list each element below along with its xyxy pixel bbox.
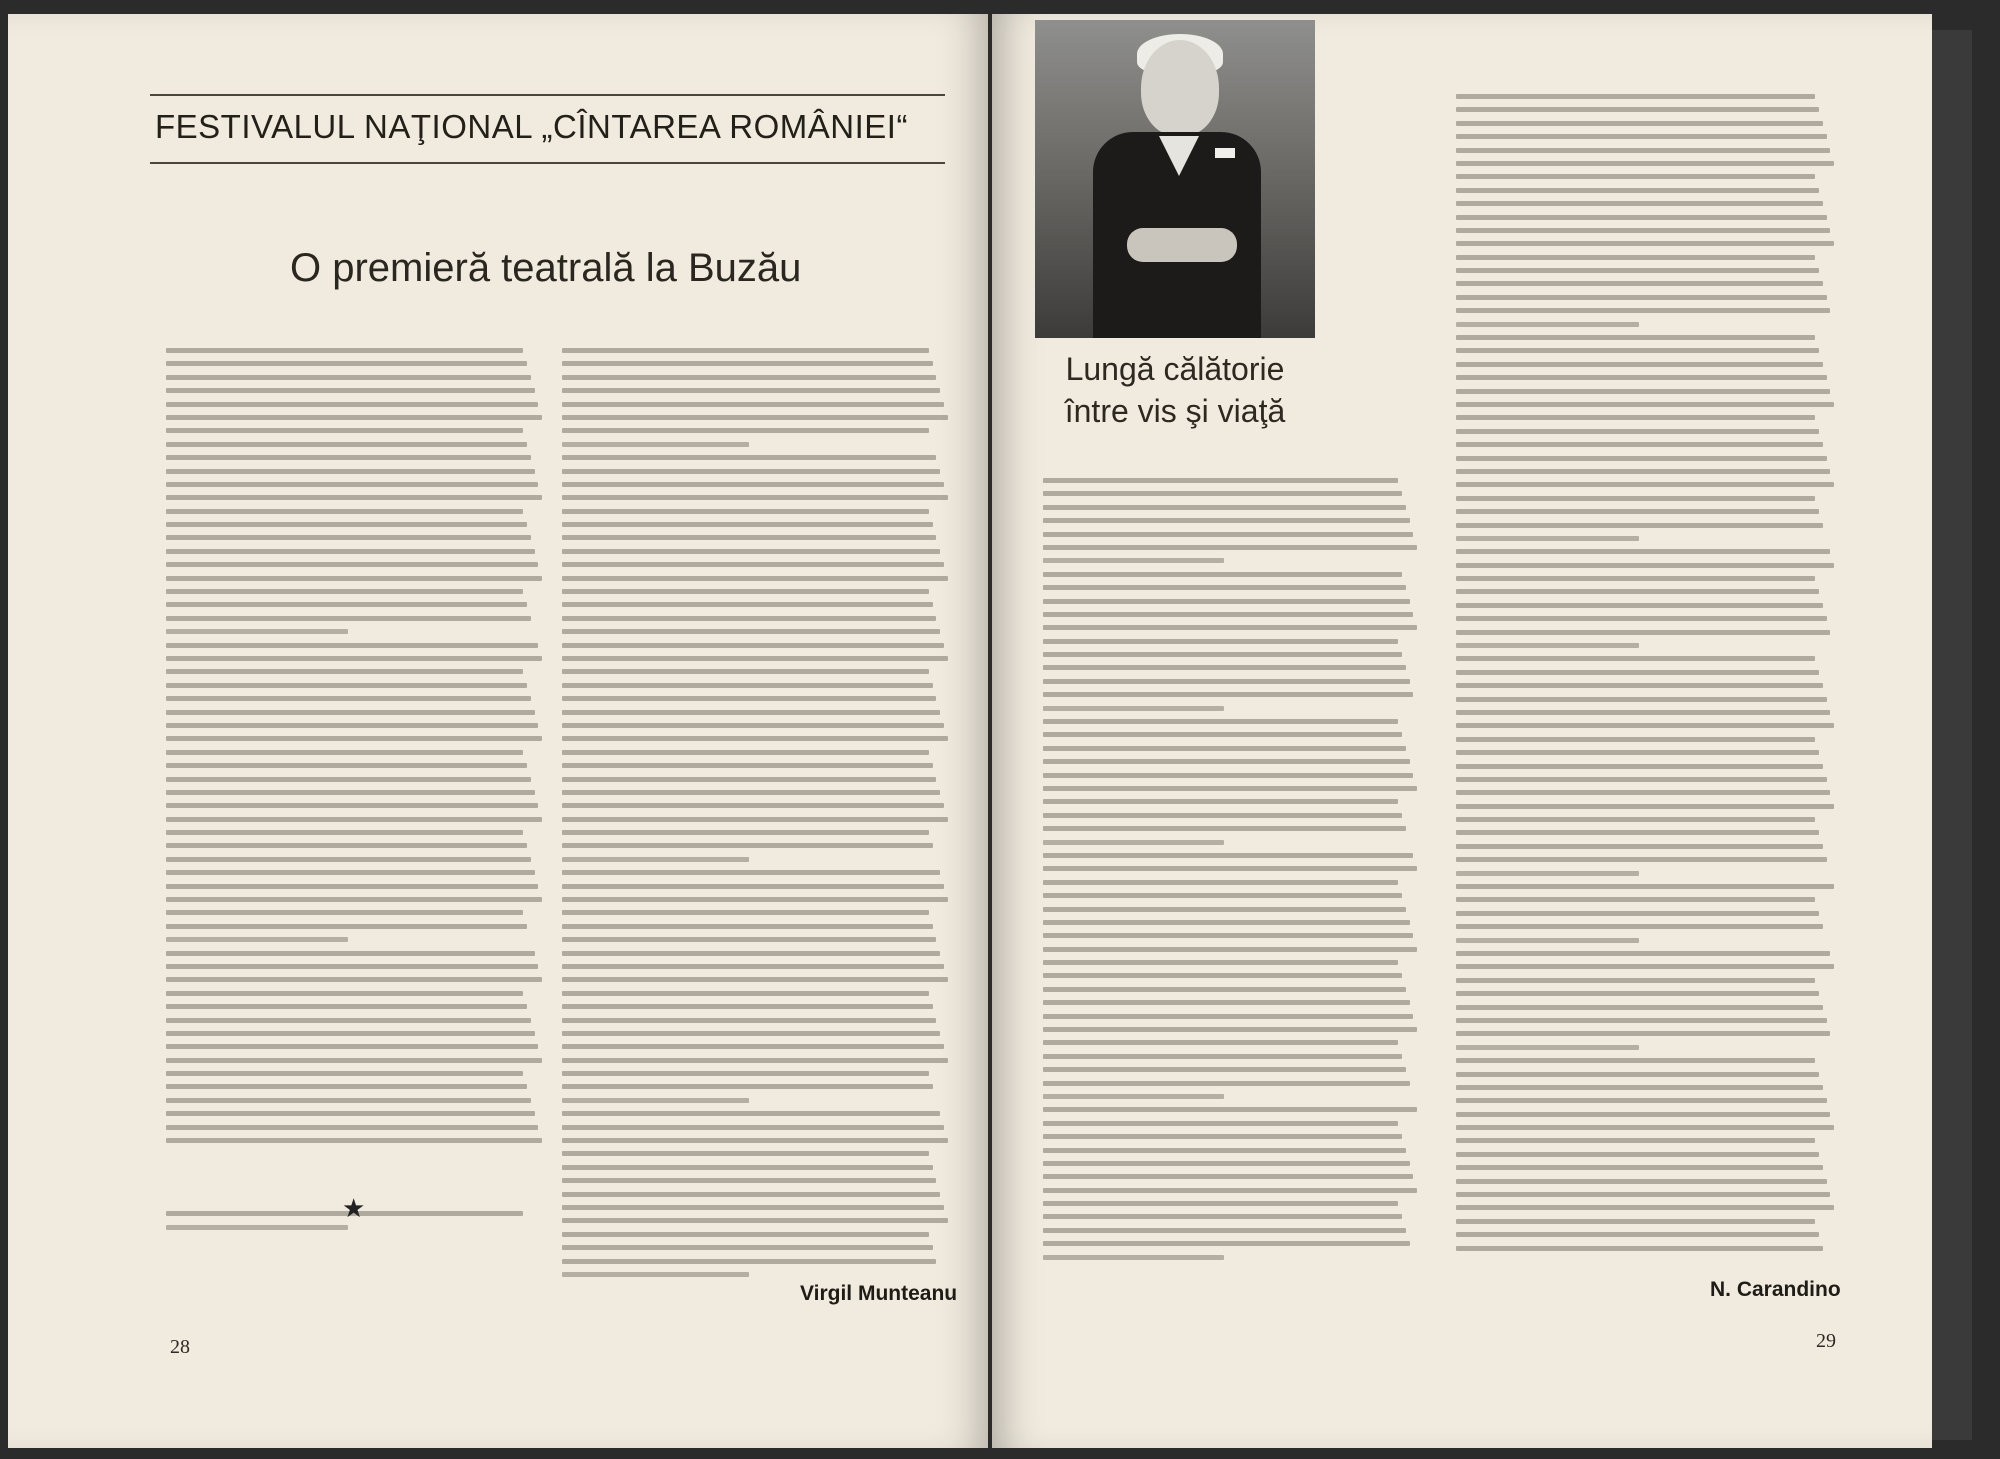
text-line bbox=[1043, 799, 1398, 804]
text-line bbox=[1043, 1027, 1417, 1032]
text-line bbox=[166, 1004, 527, 1009]
text-line bbox=[1456, 1152, 1819, 1157]
text-line bbox=[166, 750, 523, 755]
text-line bbox=[562, 442, 749, 447]
text-line bbox=[166, 549, 535, 554]
text-line bbox=[1456, 1232, 1819, 1237]
text-line bbox=[562, 683, 933, 688]
text-line bbox=[166, 388, 535, 393]
text-line bbox=[562, 1125, 944, 1130]
text-line bbox=[1456, 723, 1834, 728]
text-line bbox=[1043, 1000, 1410, 1005]
text-line bbox=[1456, 1125, 1834, 1130]
text-line bbox=[562, 629, 940, 634]
text-line bbox=[166, 817, 542, 822]
text-line bbox=[1456, 777, 1827, 782]
section-star-icon: ★ bbox=[342, 1194, 366, 1223]
text-line bbox=[166, 1225, 348, 1230]
text-line bbox=[1456, 1112, 1830, 1117]
text-line bbox=[166, 1071, 523, 1076]
text-line bbox=[562, 857, 749, 862]
text-line bbox=[1456, 335, 1815, 340]
text-line bbox=[166, 1084, 527, 1089]
text-line bbox=[1456, 523, 1823, 528]
text-line bbox=[1456, 268, 1819, 273]
text-line bbox=[562, 964, 944, 969]
text-line bbox=[166, 455, 531, 460]
text-line bbox=[562, 910, 929, 915]
text-line bbox=[562, 669, 929, 674]
text-line bbox=[1456, 121, 1823, 126]
text-line bbox=[1456, 804, 1834, 809]
text-line bbox=[1456, 938, 1639, 943]
text-line bbox=[166, 375, 531, 380]
text-line bbox=[1456, 1165, 1823, 1170]
text-line bbox=[1043, 491, 1402, 496]
text-line bbox=[562, 562, 944, 567]
text-line bbox=[562, 790, 940, 795]
text-line bbox=[1456, 509, 1819, 514]
text-line bbox=[166, 602, 527, 607]
text-line bbox=[1456, 576, 1815, 581]
text-line bbox=[1043, 599, 1410, 604]
text-line bbox=[1043, 732, 1402, 737]
text-line bbox=[1043, 706, 1224, 711]
text-line bbox=[1456, 442, 1823, 447]
text-line bbox=[1456, 830, 1819, 835]
text-line bbox=[562, 750, 929, 755]
text-line bbox=[166, 1058, 542, 1063]
text-line bbox=[1043, 920, 1410, 925]
text-line bbox=[1456, 964, 1834, 969]
text-line bbox=[562, 428, 929, 433]
text-line bbox=[1456, 616, 1827, 621]
text-line bbox=[166, 1098, 531, 1103]
article-title-buzau: O premieră teatrală la Buzău bbox=[290, 246, 802, 290]
text-line bbox=[1456, 857, 1827, 862]
text-line bbox=[1456, 348, 1819, 353]
text-line bbox=[562, 1084, 933, 1089]
text-line bbox=[1043, 545, 1417, 550]
text-line bbox=[562, 375, 936, 380]
text-line bbox=[1456, 911, 1819, 916]
text-line bbox=[1456, 563, 1834, 568]
text-line bbox=[562, 402, 944, 407]
text-line bbox=[1456, 1192, 1830, 1197]
text-line bbox=[1456, 1179, 1827, 1184]
text-line bbox=[1456, 322, 1639, 327]
text-line bbox=[562, 1071, 929, 1076]
text-line bbox=[1043, 505, 1406, 510]
text-line bbox=[166, 937, 348, 942]
text-line bbox=[1456, 1246, 1823, 1251]
text-line bbox=[166, 562, 538, 567]
text-line bbox=[1043, 1121, 1398, 1126]
text-line bbox=[1456, 161, 1834, 166]
festival-heading: FESTIVALUL NAŢIONAL „CÎNTAREA ROMÂNIEI“ bbox=[155, 108, 908, 145]
text-line bbox=[166, 964, 538, 969]
text-line bbox=[166, 402, 538, 407]
text-line bbox=[1456, 308, 1830, 313]
left-article-column-2 bbox=[562, 348, 952, 1285]
text-line bbox=[562, 1178, 936, 1183]
text-line bbox=[166, 616, 531, 621]
text-line bbox=[1456, 884, 1834, 889]
text-line bbox=[1456, 790, 1830, 795]
text-line bbox=[1043, 1161, 1410, 1166]
text-line bbox=[562, 977, 948, 982]
text-line bbox=[1043, 692, 1413, 697]
text-line bbox=[562, 884, 944, 889]
text-line bbox=[166, 415, 542, 420]
text-line bbox=[562, 1111, 940, 1116]
text-line bbox=[1456, 871, 1639, 876]
text-line bbox=[1456, 1005, 1823, 1010]
text-line bbox=[562, 348, 929, 353]
text-line bbox=[562, 1058, 948, 1063]
text-line bbox=[1043, 1228, 1406, 1233]
text-line bbox=[562, 1245, 933, 1250]
text-line bbox=[1043, 947, 1417, 952]
text-line bbox=[166, 1138, 542, 1143]
text-line bbox=[562, 602, 933, 607]
text-line bbox=[562, 361, 933, 366]
text-line bbox=[1456, 630, 1830, 635]
text-line bbox=[1456, 536, 1639, 541]
text-line bbox=[1043, 840, 1224, 845]
text-line bbox=[1456, 1058, 1815, 1063]
text-line bbox=[166, 910, 523, 915]
text-line bbox=[1456, 737, 1815, 742]
text-line bbox=[562, 870, 940, 875]
text-line bbox=[1456, 215, 1827, 220]
text-line bbox=[166, 442, 527, 447]
text-line bbox=[1456, 148, 1830, 153]
text-line bbox=[1456, 764, 1823, 769]
right-article-column-2 bbox=[1456, 94, 1838, 1259]
text-line bbox=[1456, 697, 1827, 702]
text-line bbox=[1043, 1174, 1413, 1179]
text-line bbox=[1456, 643, 1639, 648]
text-line bbox=[1043, 1040, 1398, 1045]
text-line bbox=[562, 1138, 948, 1143]
text-line bbox=[166, 589, 523, 594]
byline-virgil-munteanu: Virgil Munteanu bbox=[800, 1282, 958, 1305]
text-line bbox=[1043, 1148, 1406, 1153]
text-line bbox=[166, 1018, 531, 1023]
text-line bbox=[1456, 1018, 1827, 1023]
text-line bbox=[1456, 991, 1819, 996]
text-line bbox=[1456, 683, 1823, 688]
text-line bbox=[562, 388, 940, 393]
text-line bbox=[166, 683, 527, 688]
text-line bbox=[166, 777, 531, 782]
text-line bbox=[166, 428, 523, 433]
text-line bbox=[166, 924, 527, 929]
text-line bbox=[1456, 429, 1819, 434]
text-line bbox=[166, 803, 538, 808]
text-line bbox=[1043, 665, 1406, 670]
text-line bbox=[1456, 107, 1819, 112]
text-line bbox=[1043, 826, 1406, 831]
text-line bbox=[562, 924, 933, 929]
text-line bbox=[1043, 987, 1406, 992]
text-line bbox=[562, 522, 933, 527]
text-line bbox=[166, 1044, 538, 1049]
text-line bbox=[562, 736, 948, 741]
text-line bbox=[1456, 228, 1830, 233]
book-binding bbox=[1932, 30, 1972, 1440]
text-line bbox=[562, 1272, 749, 1277]
text-line bbox=[166, 790, 535, 795]
text-line bbox=[1043, 1134, 1402, 1139]
text-line bbox=[1456, 656, 1815, 661]
text-line bbox=[166, 857, 531, 862]
text-line bbox=[1043, 1107, 1417, 1112]
text-line bbox=[166, 763, 527, 768]
left-article-column-1 bbox=[166, 348, 546, 1238]
text-line bbox=[1456, 362, 1823, 367]
text-line bbox=[1043, 558, 1224, 563]
text-line bbox=[562, 576, 948, 581]
text-line bbox=[1043, 907, 1406, 912]
text-line bbox=[562, 1205, 944, 1210]
text-line bbox=[562, 469, 940, 474]
text-line bbox=[1456, 710, 1830, 715]
text-line bbox=[1456, 1045, 1639, 1050]
text-line bbox=[166, 1111, 535, 1116]
text-line bbox=[1456, 1031, 1830, 1036]
text-line bbox=[1456, 281, 1823, 286]
text-line bbox=[562, 1232, 929, 1237]
text-line bbox=[1043, 1054, 1402, 1059]
text-line bbox=[1043, 1067, 1406, 1072]
text-line bbox=[166, 656, 542, 661]
text-line bbox=[562, 1098, 749, 1103]
text-line bbox=[1043, 1081, 1410, 1086]
text-line bbox=[1043, 585, 1406, 590]
text-line bbox=[166, 348, 523, 353]
text-line bbox=[562, 897, 948, 902]
text-line bbox=[1043, 639, 1398, 644]
text-line bbox=[1043, 1094, 1224, 1099]
text-line bbox=[1456, 295, 1827, 300]
text-line bbox=[562, 696, 936, 701]
text-line bbox=[166, 884, 538, 889]
text-line bbox=[166, 951, 535, 956]
page-number-left: 28 bbox=[170, 1336, 190, 1358]
text-line bbox=[1043, 1241, 1410, 1246]
text-line bbox=[1456, 174, 1815, 179]
text-line bbox=[1043, 813, 1402, 818]
text-line bbox=[166, 870, 535, 875]
text-line bbox=[166, 535, 531, 540]
text-line bbox=[166, 897, 542, 902]
text-line bbox=[166, 977, 542, 982]
byline-n-carandino: N. Carandino bbox=[1710, 1278, 1841, 1301]
text-line bbox=[562, 495, 948, 500]
text-line bbox=[166, 723, 538, 728]
text-line bbox=[1456, 589, 1819, 594]
text-line bbox=[562, 951, 940, 956]
text-line bbox=[562, 1218, 948, 1223]
text-line bbox=[1456, 1138, 1815, 1143]
text-line bbox=[1456, 402, 1834, 407]
text-line bbox=[166, 696, 531, 701]
article-title-line-1: Lungă călătorie bbox=[1065, 351, 1285, 387]
text-line bbox=[562, 763, 933, 768]
text-line bbox=[1456, 1072, 1819, 1077]
text-line bbox=[1043, 973, 1402, 978]
text-line bbox=[562, 616, 936, 621]
text-line bbox=[1043, 478, 1398, 483]
article-title-line-2: între vis şi viaţă bbox=[1064, 393, 1286, 429]
text-line bbox=[1456, 1085, 1823, 1090]
text-line bbox=[1456, 389, 1830, 394]
text-line bbox=[1043, 880, 1398, 885]
text-line bbox=[1456, 482, 1834, 487]
text-line bbox=[1456, 241, 1834, 246]
text-line bbox=[562, 643, 944, 648]
text-line bbox=[1043, 572, 1402, 577]
text-line bbox=[1043, 652, 1402, 657]
text-line bbox=[562, 415, 948, 420]
text-line bbox=[1043, 866, 1417, 871]
text-line bbox=[1456, 844, 1823, 849]
text-line bbox=[166, 830, 523, 835]
text-line bbox=[562, 843, 933, 848]
text-line bbox=[1456, 1205, 1834, 1210]
text-line bbox=[166, 522, 527, 527]
text-line bbox=[1043, 1214, 1402, 1219]
text-line bbox=[1456, 496, 1815, 501]
text-line bbox=[1456, 750, 1819, 755]
text-line bbox=[166, 991, 523, 996]
text-line bbox=[562, 589, 929, 594]
text-line bbox=[562, 937, 936, 942]
text-line bbox=[562, 549, 940, 554]
text-line bbox=[1043, 960, 1398, 965]
text-line bbox=[1043, 518, 1410, 523]
text-line bbox=[166, 736, 542, 741]
text-line bbox=[1456, 375, 1827, 380]
text-line bbox=[1456, 94, 1815, 99]
text-line bbox=[1043, 773, 1413, 778]
text-line bbox=[562, 455, 936, 460]
text-line bbox=[562, 830, 929, 835]
text-line bbox=[562, 777, 936, 782]
text-line bbox=[562, 509, 929, 514]
text-line bbox=[166, 361, 527, 366]
text-line bbox=[166, 843, 527, 848]
text-line bbox=[562, 1192, 940, 1197]
text-line bbox=[562, 1031, 940, 1036]
text-line bbox=[1456, 456, 1827, 461]
text-line bbox=[1043, 679, 1410, 684]
text-line bbox=[1043, 893, 1402, 898]
text-line bbox=[1043, 853, 1413, 858]
text-line bbox=[562, 1165, 933, 1170]
text-line bbox=[1043, 759, 1410, 764]
text-line bbox=[562, 723, 944, 728]
text-line bbox=[166, 643, 538, 648]
page-number-right: 29 bbox=[1816, 1330, 1836, 1352]
text-line bbox=[562, 1004, 933, 1009]
text-line bbox=[1043, 1255, 1224, 1260]
text-line bbox=[166, 509, 523, 514]
text-line bbox=[1043, 625, 1417, 630]
text-line bbox=[166, 576, 542, 581]
text-line bbox=[1456, 817, 1815, 822]
text-line bbox=[1456, 603, 1823, 608]
header-rule-bottom bbox=[150, 162, 945, 164]
text-line bbox=[166, 710, 535, 715]
text-line bbox=[1043, 1188, 1417, 1193]
text-line bbox=[562, 991, 929, 996]
text-line bbox=[1456, 201, 1823, 206]
text-line bbox=[562, 1151, 929, 1156]
text-line bbox=[166, 669, 523, 674]
text-line bbox=[562, 482, 944, 487]
text-line bbox=[166, 1125, 538, 1130]
text-line bbox=[166, 469, 535, 474]
text-line bbox=[1456, 188, 1819, 193]
text-line bbox=[562, 1259, 936, 1264]
header-rule-top bbox=[150, 94, 945, 96]
text-line bbox=[1043, 1014, 1413, 1019]
text-line bbox=[1043, 933, 1413, 938]
text-line bbox=[562, 535, 936, 540]
text-line bbox=[562, 817, 948, 822]
text-line bbox=[1456, 549, 1830, 554]
text-line bbox=[562, 656, 948, 661]
text-line bbox=[562, 1044, 944, 1049]
text-line bbox=[1043, 786, 1417, 791]
text-line bbox=[562, 710, 940, 715]
text-line bbox=[1456, 255, 1815, 260]
text-line bbox=[1456, 924, 1823, 929]
text-line bbox=[166, 629, 348, 634]
text-line bbox=[1456, 951, 1830, 956]
text-line bbox=[562, 803, 944, 808]
text-line bbox=[1043, 1201, 1398, 1206]
text-line bbox=[1456, 415, 1815, 420]
text-line bbox=[1456, 670, 1819, 675]
text-line bbox=[166, 495, 542, 500]
portrait-photo bbox=[1035, 20, 1315, 338]
text-line bbox=[1456, 1219, 1815, 1224]
text-line bbox=[1043, 746, 1406, 751]
text-line bbox=[1456, 978, 1815, 983]
text-line bbox=[166, 482, 538, 487]
text-line bbox=[1456, 134, 1827, 139]
article-title-lunga-calatorie bbox=[1045, 348, 1305, 432]
text-line bbox=[1456, 897, 1815, 902]
right-article-column-1 bbox=[1043, 478, 1421, 1268]
text-line bbox=[1456, 469, 1830, 474]
text-line bbox=[1043, 532, 1413, 537]
text-line bbox=[1456, 1098, 1827, 1103]
text-line bbox=[166, 1031, 535, 1036]
text-line bbox=[562, 1018, 936, 1023]
text-line bbox=[1043, 719, 1398, 724]
text-line bbox=[1043, 612, 1413, 617]
